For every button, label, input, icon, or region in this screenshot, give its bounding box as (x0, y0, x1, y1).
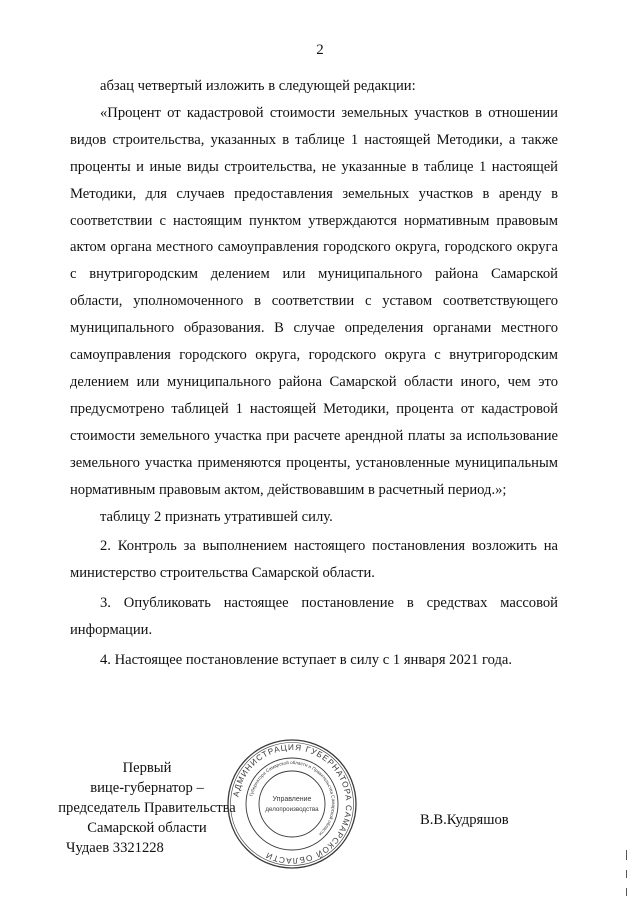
signature-title (52, 758, 242, 838)
performer-info: Чудаев 3321228 (66, 840, 164, 856)
paragraph-item-3: 3. Опубликовать настоящее постановление в средствах массовой информации. (70, 595, 558, 639)
scan-edge-mark (626, 870, 627, 878)
paragraph-intro: абзац четвертый изложить в следующей редакции: (100, 78, 416, 94)
paragraph-table2: таблицу 2 признать утратившей силу. (100, 508, 333, 525)
scan-edge-mark (626, 850, 627, 860)
signature-line-3: председатель Правительства (58, 800, 236, 816)
seal-outer-text: АДМИНИСТРАЦИЯ ГУБЕРНАТОРА САМАРСКОЙ ОБЛАСТИ (231, 742, 354, 866)
signature-line-4: Самарской области (87, 820, 207, 836)
scan-edge-mark (626, 888, 627, 896)
paragraph-item-4: 4. Настоящее постановление вступает в силу с 1 января 2021 года. (100, 652, 513, 669)
signature-line-1: Первый (122, 760, 172, 776)
signature-line-2: вице-губернатор – (90, 780, 204, 796)
paragraph-item-2: 2. Контроль за выполнением настоящего постановления возложить на министерство строительства Самарской области. (70, 538, 558, 582)
seal-center-line-2: делопроизводства (265, 806, 319, 813)
official-seal (226, 738, 358, 870)
seal-center-line-1: Управление (272, 796, 312, 803)
page-number: 2 (316, 42, 324, 58)
signatory-name: В.В.Кудряшов (420, 812, 509, 828)
paragraph-quote: «Процент от кадастровой стоимости земельных участков в отношении видов строительства, указанных в таблице 1 настоящей Методики, а также проценты и иные виды строительства, не указанные в таблице 1 настоящей Методики, для случаев предоставления земельных участков в аренду в соответствии с настоящим пунктом утверждаются нормативным правовым актом органа местного самоуправления городского округа, городского округа с внутригородским делением или муниципального района Самарской области, уполномоченного в соответствии с уставом соответствующего муниципального образования. В случае определения органами местного самоуправления городского округа, городского округа с внутригородским делением или муниципального района Самарской области иного, чем это предусмотрено таблицей 1 настоящей Методики, процента от кадастровой стоимости земельного участка при расчете арендной платы за использование земельного участка применяются проценты, установленные муниципальным нормативным правовым актом, действовавшим в расчетный период.»; (70, 104, 558, 498)
seal-inner-text: Губернатора Самарской области и Правительства Самарской области (248, 759, 337, 837)
document-body (70, 73, 558, 674)
